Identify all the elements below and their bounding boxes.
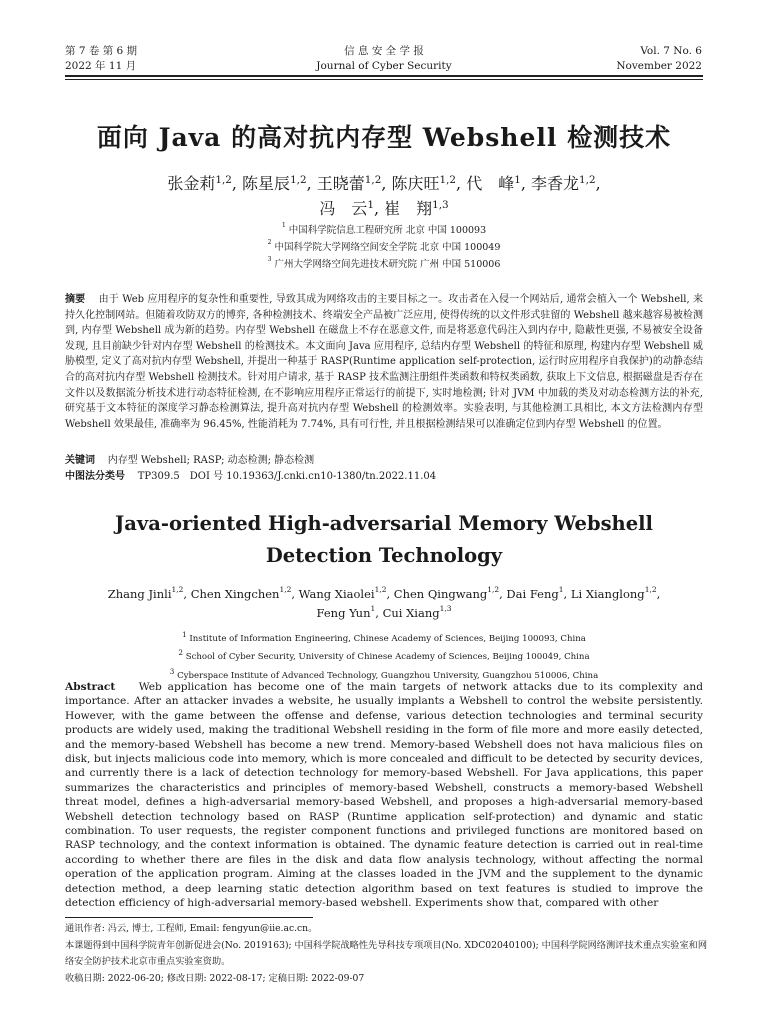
- author-separator: ,: [499, 587, 507, 601]
- author-affiliation-marker: 1,2: [364, 174, 382, 186]
- author-affiliation-marker: 1: [514, 174, 521, 186]
- author-separator: ,: [381, 174, 392, 193]
- author-name: Feng Yun: [316, 606, 371, 620]
- affiliation-item: [0, 239, 768, 256]
- author-name: 陈星辰: [242, 174, 291, 193]
- footnote-dates: 收稿日期: 2022-06-20; 修改日期: 2022-08-17; 定稿日期: 2022-09-07: [65, 973, 365, 984]
- author-name: 王晓蕾: [316, 174, 365, 193]
- keywords-zh: [65, 453, 703, 469]
- affiliation-text: School of Cyber Security, University of Chinese Academy of Sciences, Beijing 100049, China: [182, 652, 590, 663]
- abstract-zh-text: 由于 Web 应用程序的复杂性和重要性, 导致其成为网络攻击的主要目标之一。攻击者在入侵一个网站后, 通常会植入一个 Webshell, 来持久化控制网站。但随着攻防双方的博弈, 各种检测技术、终端安全产品被广泛应用, 使得传统的以文件形式驻留的 Webshell 越来越容易被检测到, 内存型 Webshell 成为新的趋势。内存型 Webshell 在磁盘上不存在恶意文件, 而是将恶意代码注入到内存中, 隐蔽性更强, 不易被安全设备发现, 且目前缺少针对内存型 Webshell 的检测技术。本文面向 Java 应用程序, 总结内存型 Webshell 的特征和原理, 构建内存型 Webshell 威胁模型, 定义了高对抗内存型 Webshell, 并提出一种基于 RASP(Runtime application self-protection, 运行时应用程序自我保护)的动静态结合的高对抗内存型 Webshell 检测技术。针对用户请求, 基于 RASP 技术监测注册组件类函数和特权类函数, 获取上下文信息, 根据磁盘是否存在文件以及数据流分析技术进行动态特征检测, 在不影响应用程序正常运行的前提下, 实时地检测; 针对 JVM 中加载的类及对动态检测方法的补充, 研究基于文本特征的深度学习静态检测算法, 提升高对抗内存型 Webshell 的检测效率。实验表明, 与其他检测工具相比, 本文方法检测内存型 Webshell 效果最佳, 准确率为 96.45%, 性能消耗为 7.74%, 具有可行性, 并且根据检测结果可以准确定位到内存型 Webshell 的位置。: [65, 294, 704, 430]
- author-name: 代 峰: [466, 174, 515, 193]
- author-separator: ,: [306, 174, 317, 193]
- author-separator: ,: [563, 587, 571, 601]
- keywords-zh-text: 内存型 Webshell; RASP; 动态检测; 静态检测: [107, 455, 315, 466]
- clc-zh-label: 中图法分类号: [65, 471, 125, 482]
- author-name: Wang Xiaolei: [298, 587, 375, 601]
- abstract-en-text: Web application has become one of the main targets of network attacks due to its complexity and importance. After an attacker invades a website, he usually implants a Webshell to control the website persistently. However, with the game between the offense and defense, various detection technologies and terminal security products are widely used, making the traditional Webshell residing in the form of file more and more easily detected, and the memory-based Webshell has become a new trend. Memory-based Webshell does not hava malicious files on disk, but injects malicious code into memory, which is more concealed and difficult to be detected by security devices, and currently there is a lack of detection technology for memory-based Webshell. For Java applications, this paper summarizes the characteristics and principles of memory-based Webshell, constructs a memory-based Webshell threat model, defines a high-adversarial memory-based Webshell, and proposes a high-adversarial memory-based Webshell detection technology based on RASP (Runtime application self-protection) and dynamic and static combination. To user requests, the register component functions and privileged functions are monitored based on RASP technology, and the context information is obtained. The dynamic feature detection is carried out in real-time according to whether there are files in the disk and data flow analysis technology, without affecting the normal operation of the application program. Aiming at the classes loaded in the JVM and the supplement to the dynamic detection method, a deep learning static detection algorithm based on text features is studied to improve the detection efficiency of high-adversarial memory-based webshell. Experiments show that, compared with other: [65, 681, 703, 910]
- header-journal-zh: 信 息 安 全 学 报: [344, 45, 424, 57]
- affiliations-zh: [0, 222, 768, 273]
- author-name: Chen Xingchen: [190, 587, 280, 601]
- author-affiliation-marker: 1,2: [374, 585, 387, 594]
- author-affiliation-marker: 1,2: [439, 174, 457, 186]
- clc-zh-text: TP309.5 DOI 号 10.19363/J.cnki.cn10-1380/tn.2022.11.04: [137, 471, 437, 482]
- keywords-zh-label: 关键词: [65, 455, 95, 466]
- author-affiliation-marker: 1,2: [644, 585, 657, 594]
- page-title-en: [0, 508, 768, 572]
- abstract-en-label: Abstract: [65, 681, 116, 693]
- affiliation-item: [0, 646, 768, 664]
- header-rule-thin: [65, 79, 703, 80]
- author-separator: ,: [291, 587, 299, 601]
- author-affiliation-marker: 1,3: [432, 199, 449, 211]
- affiliation-marker: 2: [178, 648, 183, 658]
- authors-zh-line1: [0, 170, 768, 198]
- affiliation-marker: 3: [169, 666, 175, 676]
- header-date-en: November 2022: [616, 60, 702, 72]
- author-name: 冯 云: [319, 199, 368, 218]
- author-affiliation-marker: 1,2: [171, 585, 184, 594]
- affiliation-text: 广州大学网络空间先进技术研究院 广州 中国 510006: [271, 259, 501, 270]
- author-name: 张金莉: [167, 174, 216, 193]
- affiliation-item: [0, 628, 768, 646]
- footnote-rule: [65, 917, 313, 918]
- affiliation-marker: 1: [182, 630, 187, 639]
- page-title-en-line1: Java-oriented High-adversarial Memory Webshell: [115, 512, 653, 535]
- author-name: Chen Qingwang: [393, 587, 488, 601]
- authors-en-line2: [0, 604, 768, 623]
- author-affiliation-marker: 1,2: [579, 174, 596, 186]
- author-affiliation-marker: 1,2: [487, 585, 500, 594]
- author-separator: ,: [373, 199, 385, 218]
- author-separator: ,: [595, 174, 601, 193]
- affiliation-text: 中国科学院大学网络空间安全学院 北京 中国 100049: [271, 242, 501, 253]
- affiliation-text: Institute of Information Engineering, Chinese Academy of Sciences, Beijing 100093, China: [186, 633, 586, 644]
- author-affiliation-marker: 1: [558, 585, 564, 594]
- affiliation-marker: 3: [267, 256, 272, 263]
- page-title-zh: 面向 Java 的高对抗内存型 Webshell 检测技术: [96, 123, 672, 152]
- header-date-zh: 2022 年 11 月: [65, 60, 137, 72]
- author-affiliation-marker: 1,2: [215, 174, 232, 186]
- affiliation-marker: 1: [281, 222, 286, 229]
- abstract-en: [65, 680, 703, 911]
- author-name: Cui Xiang: [382, 606, 440, 620]
- author-name: Dai Feng: [506, 587, 559, 601]
- author-name: 陈庆旺: [391, 174, 440, 193]
- affiliation-marker: 2: [267, 239, 272, 246]
- abstract-zh-label: 摘要: [65, 294, 86, 305]
- affiliation-text: 中国科学院信息工程研究所 北京 中国 100093: [285, 225, 487, 236]
- affiliation-item: [0, 256, 768, 273]
- author-separator: ,: [375, 606, 383, 620]
- header-volume-en: Vol. 7 No. 6: [640, 45, 702, 57]
- author-name: Zhang Jinli: [107, 587, 172, 601]
- author-affiliation-marker: 1,3: [439, 604, 452, 613]
- abstract-zh: [65, 292, 703, 432]
- author-separator: ,: [456, 174, 467, 193]
- author-name: 崔 翔: [384, 199, 433, 218]
- author-affiliation-marker: 1,2: [279, 585, 292, 594]
- authors-en-line1: [0, 585, 768, 604]
- author-affiliation-marker: 1: [370, 604, 376, 613]
- header-rule-thick: [65, 75, 703, 77]
- author-separator: ,: [520, 174, 532, 193]
- author-separator: ,: [656, 587, 661, 601]
- authors-en: [0, 585, 768, 623]
- clc-zh: [65, 469, 703, 485]
- author-separator: ,: [183, 587, 191, 601]
- author-affiliation-marker: 1,2: [290, 174, 307, 186]
- footnote-corresponding: 通讯作者: 冯云, 博士, 工程师, Email: fengyun@iie.ac.cn。: [65, 923, 318, 934]
- header-volume-zh: 第 7 卷 第 6 期: [65, 45, 138, 57]
- author-separator: ,: [231, 174, 243, 193]
- affiliations-en: [0, 628, 768, 683]
- authors-zh-line2: [0, 195, 768, 223]
- author-separator: ,: [386, 587, 394, 601]
- header-journal-en: Journal of Cyber Security: [316, 60, 452, 72]
- author-name: Li Xianglong: [570, 587, 645, 601]
- affiliation-text: Cyberspace Institute of Advanced Technology, Guangzhou University, Guangzhou 510006, China: [174, 670, 599, 681]
- footnote-funding: 本课题得到中国科学院青年创新促进会(No. 2019163); 中国科学院战略性先导科技专项项目(No. XDC02040100); 中国科学院网络测评技术重点实验室和网络安全防护技术北京市重点实验室资助。: [65, 940, 708, 967]
- author-affiliation-marker: 1: [367, 199, 374, 211]
- author-name: 李香龙: [531, 174, 580, 193]
- page-title-en-line2: Detection Technology: [265, 544, 503, 567]
- affiliation-item: [0, 222, 768, 239]
